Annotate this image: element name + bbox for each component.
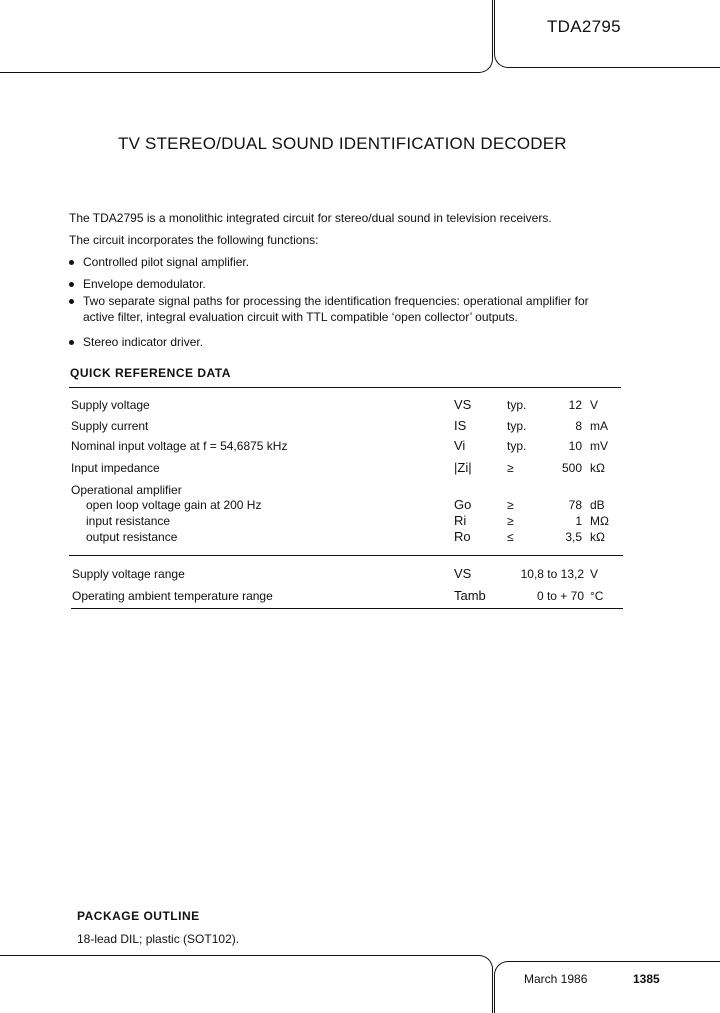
param-label: open loop voltage gain at 200 Hz: [86, 498, 262, 512]
param-label: Input impedance: [71, 461, 160, 475]
param-condition: ≥: [507, 498, 514, 512]
param-value: 78: [568, 498, 582, 512]
intro-functions-lead: The circuit incorporates the following functions:: [69, 233, 319, 247]
bullet-icon: [69, 340, 74, 345]
function-text: active filter, integral evaluation circuit with TTL compatible ‘open collector’ outputs.: [83, 310, 518, 324]
page-number: 1385: [633, 972, 660, 986]
param-condition: typ.: [507, 439, 527, 453]
param-label: Operating ambient temperature range: [72, 589, 273, 603]
param-value: 500: [561, 461, 582, 475]
function-text: Envelope demodulator.: [83, 277, 206, 291]
param-label: Supply voltage range: [72, 567, 185, 581]
header-rule-right: [508, 67, 720, 68]
page-title: TV STEREO/DUAL SOUND IDENTIFICATION DECODER: [118, 134, 567, 153]
footer-corner-left: [478, 955, 493, 1013]
param-unit: V: [590, 398, 599, 412]
param-label: Nominal input voltage at f = 54,6875 kHz: [71, 439, 288, 453]
param-condition: typ.: [507, 398, 527, 412]
param-unit: kΩ: [590, 461, 605, 475]
param-label: Operational amplifier: [71, 483, 182, 497]
header-corner-left: [478, 0, 493, 73]
param-symbol: Vi: [454, 438, 466, 453]
param-symbol: IS: [454, 418, 467, 433]
param-unit: mA: [590, 419, 608, 433]
table-rule-top: [69, 387, 621, 388]
bullet-icon: [69, 282, 74, 287]
param-symbol: VS: [454, 397, 472, 412]
param-unit: V: [590, 567, 599, 581]
param-label: Supply current: [71, 419, 149, 433]
param-unit: MΩ: [590, 514, 609, 528]
param-value: 10,8 to 13,2: [520, 567, 584, 581]
intro-paragraph: The TDA2795 is a monolithic integrated circuit for stereo/dual sound in television receivers.: [69, 211, 552, 225]
param-unit: °C: [590, 589, 604, 603]
param-value: 8: [575, 419, 582, 433]
package-outline-text: 18-lead DIL; plastic (SOT102).: [77, 932, 240, 946]
param-symbol: Tamb: [454, 588, 486, 603]
param-symbol: Go: [454, 497, 472, 512]
footer-rule-right: [508, 961, 720, 962]
param-value: 0 to + 70: [536, 589, 584, 603]
param-value: 12: [568, 398, 582, 412]
function-text: Stereo indicator driver.: [83, 335, 204, 349]
param-unit: dB: [590, 498, 605, 512]
param-condition: ≤: [507, 530, 514, 544]
param-label: output resistance: [86, 530, 178, 544]
footer-corner-right: [494, 961, 509, 1013]
package-outline-heading: PACKAGE OUTLINE: [77, 909, 200, 923]
param-symbol: Ri: [454, 513, 467, 528]
header-corner-right: [494, 0, 509, 68]
function-text: Two separate signal paths for processing the identification frequencies: operational amplifier for: [83, 294, 589, 308]
table-rule-mid: [69, 555, 623, 556]
param-symbol: Ro: [454, 529, 471, 544]
param-label: input resistance: [86, 514, 171, 528]
param-condition: typ.: [507, 419, 527, 433]
footer-date: March 1986: [524, 972, 588, 986]
type-number: TDA2795: [547, 17, 621, 36]
function-text: Controlled pilot signal amplifier.: [83, 255, 250, 269]
param-label: Supply voltage: [71, 398, 150, 412]
quick-reference-heading: QUICK REFERENCE DATA: [70, 366, 231, 380]
header-rule-left: [0, 72, 478, 73]
table-rule-bottom: [71, 608, 623, 609]
param-symbol: VS: [454, 566, 472, 581]
param-unit: mV: [590, 439, 608, 453]
param-value: 1: [575, 514, 582, 528]
param-condition: ≥: [507, 514, 514, 528]
footer-rule-left: [0, 955, 478, 956]
param-symbol: |Zi|: [454, 460, 472, 475]
bullet-icon: [69, 299, 74, 304]
bullet-icon: [69, 260, 74, 265]
param-unit: kΩ: [590, 530, 605, 544]
param-value: 10: [568, 439, 582, 453]
param-value: 3,5: [565, 530, 582, 544]
param-condition: ≥: [507, 461, 514, 475]
